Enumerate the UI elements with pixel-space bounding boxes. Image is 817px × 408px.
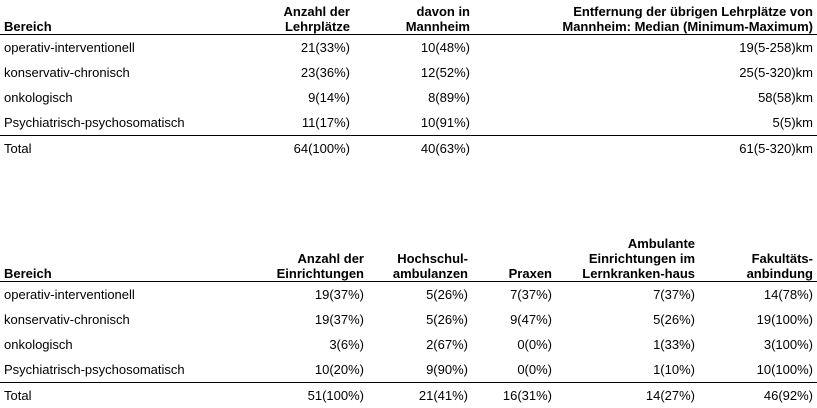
header-davon-line1: davon in — [416, 3, 470, 19]
table-row — [0, 357, 817, 383]
table-row — [0, 110, 817, 136]
header-anzahl-einrichtungen — [250, 224, 368, 281]
cell-entfernung: 25(5-320)km — [739, 64, 813, 80]
header-anzahl-lehrplaetze — [250, 0, 354, 34]
header-bereich: Bereich — [0, 0, 250, 34]
cell-anzahl: 9(14%) — [308, 89, 350, 105]
cell-bereich: konservativ-chronisch — [4, 64, 130, 80]
header-anzahl-line1: Anzahl der — [283, 3, 350, 19]
header-fakultaet-line1: Fakultäts- — [751, 250, 813, 266]
header-entfernung-line1: Entfernung der übrigen Lehrplätze von — [573, 3, 813, 19]
cell-davon: 10(91%) — [420, 114, 470, 130]
header-entfernung — [474, 0, 817, 34]
cell-bereich: onkologisch — [4, 336, 73, 352]
cell-total-praxen: 16(31%) — [472, 382, 556, 408]
cell-total-entfernung: 61(5-320)km — [474, 135, 817, 161]
header-hochschul-line1: Hochschul- — [397, 250, 468, 266]
cell-anzahl: 3(6%) — [329, 336, 364, 352]
cell-entfernung: 19(5-258)km — [739, 39, 813, 55]
cell-hochschul: 2(67%) — [426, 336, 468, 352]
cell-total-hochschul: 21(41%) — [368, 382, 472, 408]
cell-hochschul: 9(90%) — [426, 361, 468, 377]
header-anzahl-line2: Lehrplätze — [284, 18, 350, 34]
header-entfernung-line2: Mannheim: Median (Minimum-Maximum) — [562, 18, 813, 34]
table-row — [0, 332, 817, 357]
cell-bereich: operativ-interventionell — [4, 39, 135, 55]
cell-ambulante: 7(37%) — [653, 286, 695, 302]
total-row — [0, 382, 817, 408]
cell-anzahl: 21(33%) — [300, 39, 350, 55]
table-row — [0, 34, 817, 60]
header-anzahl-line1: Anzahl der — [297, 250, 364, 266]
header-ambulante-einrichtungen — [556, 224, 699, 281]
cell-entfernung: 5(5)km — [772, 114, 813, 130]
table-row — [0, 281, 817, 307]
cell-ambulante: 1(33%) — [653, 336, 695, 352]
header-ambulante-line3: Lernkranken-haus — [582, 265, 695, 281]
cell-fakultaet: 19(100%) — [756, 311, 813, 327]
cell-praxen: 0(0%) — [517, 336, 552, 352]
header-anzahl-line2: Einrichtungen — [276, 265, 364, 281]
total-row — [0, 135, 817, 161]
cell-praxen: 9(47%) — [510, 311, 552, 327]
cell-fakultaet: 14(78%) — [763, 286, 813, 302]
header-fakultaetsanbindung — [699, 224, 817, 281]
cell-total-ambulante: 14(27%) — [556, 382, 699, 408]
header-ambulante-line2: Einrichtungen im — [588, 250, 695, 266]
cell-anzahl: 10(20%) — [314, 361, 364, 377]
cell-davon: 10(48%) — [420, 39, 470, 55]
cell-hochschul: 5(26%) — [426, 286, 468, 302]
header-praxen: Praxen — [472, 224, 556, 281]
header-ambulante-line1: Ambulante — [627, 235, 695, 251]
table-row — [0, 60, 817, 85]
cell-bereich: operativ-interventionell — [4, 286, 135, 302]
cell-fakultaet: 10(100%) — [756, 361, 813, 377]
cell-entfernung: 58(58)km — [758, 89, 813, 105]
cell-anzahl: 19(37%) — [314, 286, 364, 302]
cell-bereich: Psychiatrisch-psychosomatisch — [4, 114, 185, 130]
cell-praxen: 7(37%) — [510, 286, 552, 302]
cell-anzahl: 11(17%) — [301, 114, 350, 130]
cell-anzahl: 19(37%) — [314, 311, 364, 327]
cell-davon: 12(52%) — [420, 64, 470, 80]
cell-anzahl: 23(36%) — [300, 64, 350, 80]
header-hochschul-line2: ambulanzen — [392, 265, 468, 281]
header-hochschulambulanzen — [368, 224, 472, 281]
header-bereich: Bereich — [0, 224, 250, 281]
cell-ambulante: 1(10%) — [653, 361, 695, 377]
table-header-row — [0, 0, 817, 34]
header-fakultaet-line2: anbindung — [746, 265, 813, 281]
header-davon-mannheim — [354, 0, 474, 34]
cell-total-anzahl: 51(100%) — [250, 382, 368, 408]
cell-total-label: Total — [0, 135, 250, 161]
cell-fakultaet: 3(100%) — [763, 336, 813, 352]
cell-davon: 8(89%) — [428, 89, 470, 105]
cell-total-davon: 40(63%) — [354, 135, 474, 161]
cell-ambulante: 5(26%) — [653, 311, 695, 327]
cell-total-fakultaet: 46(92%) — [699, 382, 817, 408]
table-row — [0, 307, 817, 332]
table-header-row — [0, 224, 817, 281]
header-davon-line2: Mannheim — [405, 18, 470, 34]
table-row — [0, 85, 817, 110]
cell-total-label: Total — [0, 382, 250, 408]
cell-hochschul: 5(26%) — [426, 311, 468, 327]
cell-bereich: konservativ-chronisch — [4, 311, 130, 327]
cell-total-anzahl: 64(100%) — [250, 135, 354, 161]
lehrplaetze-table — [0, 0, 817, 161]
cell-bereich: Psychiatrisch-psychosomatisch — [4, 361, 185, 377]
cell-bereich: onkologisch — [4, 89, 73, 105]
einrichtungen-table — [0, 224, 817, 408]
cell-praxen: 0(0%) — [517, 361, 552, 377]
